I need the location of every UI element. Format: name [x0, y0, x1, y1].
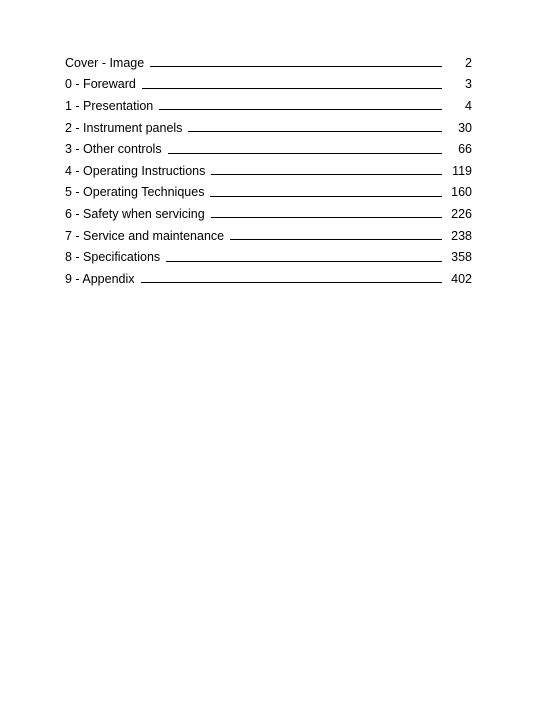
- toc-entry-title: 9 - Appendix: [65, 271, 135, 286]
- toc-entry-title: 1 - Presentation: [65, 98, 154, 113]
- toc-entry-title: Cover - Image: [65, 55, 145, 70]
- toc-entry-instrument-panels[interactable]: [65, 117, 472, 139]
- toc-entry-page-number: 402: [451, 271, 472, 286]
- toc-entry-cover-image[interactable]: [65, 52, 472, 74]
- toc-entry-page-number: 30: [458, 120, 472, 135]
- table-of-contents: [65, 52, 472, 290]
- toc-entry-other-controls[interactable]: [65, 138, 472, 160]
- toc-entry-specifications[interactable]: [65, 246, 472, 268]
- toc-leader-line: [159, 109, 442, 110]
- toc-entry-title: 6 - Safety when servicing: [65, 206, 205, 221]
- toc-entry-page-number: 119: [452, 163, 472, 178]
- toc-entry-safety-when-servicing[interactable]: [65, 203, 472, 225]
- toc-entry-page-number: 226: [451, 206, 472, 221]
- toc-leader-line: [142, 88, 442, 89]
- toc-entry-title: 8 - Specifications: [65, 250, 161, 265]
- toc-leader-line: [168, 153, 442, 154]
- toc-entry-presentation[interactable]: [65, 95, 472, 117]
- toc-entry-page-number: 2: [465, 55, 472, 70]
- toc-entry-page-number: 66: [458, 142, 472, 157]
- toc-entry-page-number: 358: [451, 250, 472, 265]
- toc-entry-title: 3 - Other controls: [65, 142, 162, 157]
- toc-entry-title: 4 - Operating Instructions: [65, 163, 206, 178]
- toc-leader-line: [166, 261, 442, 262]
- toc-entry-operating-instructions[interactable]: [65, 160, 472, 182]
- toc-leader-line: [150, 66, 442, 67]
- toc-leader-line: [210, 196, 442, 197]
- toc-entry-title: 7 - Service and maintenance: [65, 228, 225, 243]
- toc-entry-page-number: 4: [465, 98, 472, 113]
- toc-leader-line: [188, 131, 442, 132]
- toc-entry-page-number: 160: [451, 185, 472, 200]
- toc-entry-title: 0 - Foreward: [65, 77, 136, 92]
- toc-entry-title: 2 - Instrument panels: [65, 120, 183, 135]
- toc-entry-appendix[interactable]: [65, 268, 472, 290]
- toc-leader-line: [141, 282, 443, 283]
- toc-leader-line: [230, 239, 442, 240]
- toc-entry-page-number: 3: [465, 77, 472, 92]
- toc-leader-line: [211, 174, 442, 175]
- toc-entry-operating-techniques[interactable]: [65, 182, 472, 204]
- toc-entry-page-number: 238: [451, 228, 472, 243]
- toc-entry-service-and-maintenance[interactable]: [65, 225, 472, 247]
- toc-entry-foreward[interactable]: [65, 74, 472, 96]
- toc-entry-title: 5 - Operating Techniques: [65, 185, 205, 200]
- toc-leader-line: [211, 217, 442, 218]
